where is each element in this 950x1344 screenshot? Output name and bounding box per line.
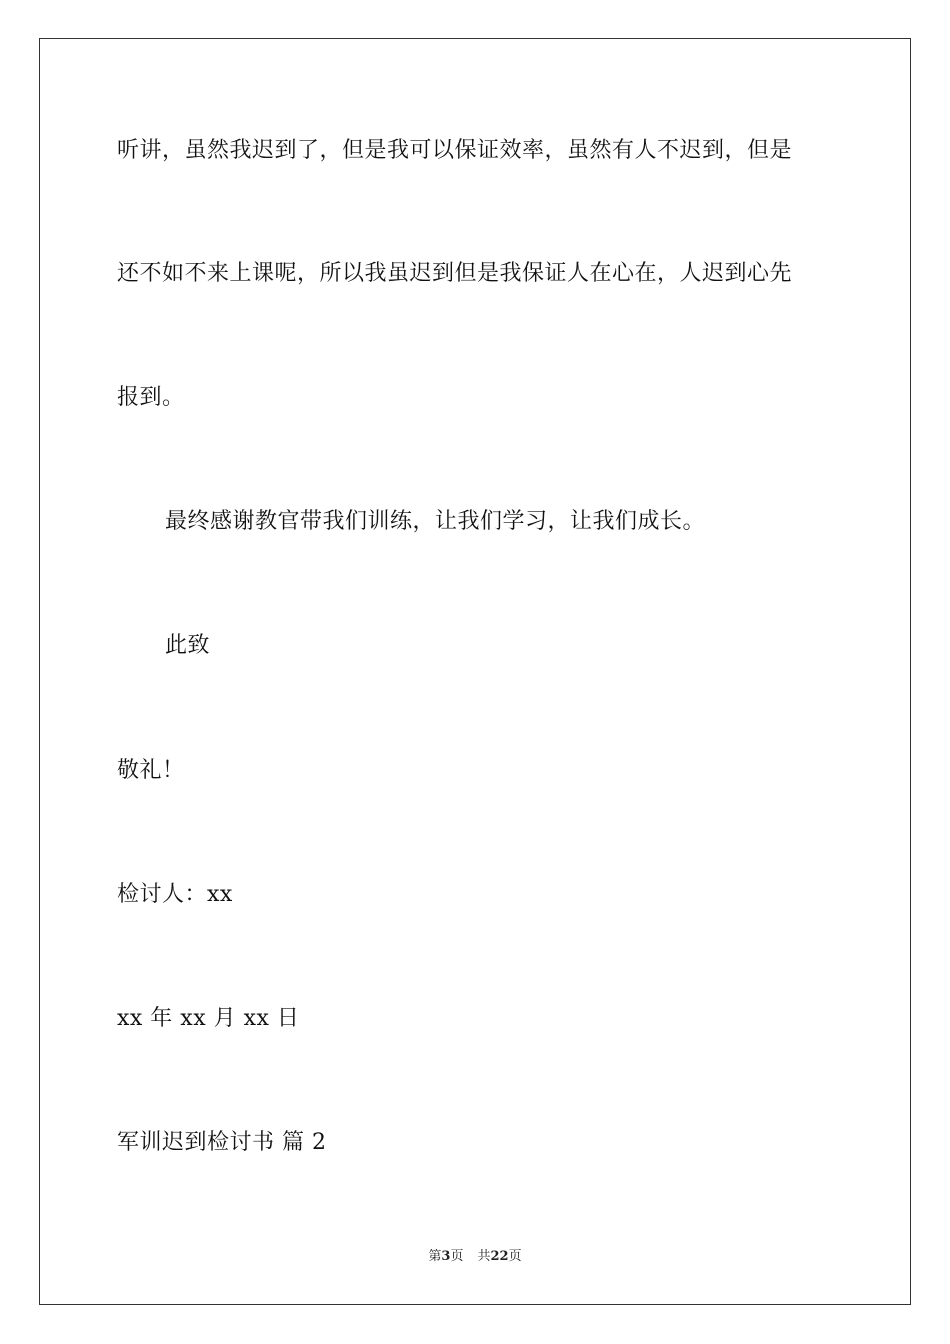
paragraph-line-1: 听讲，虽然我迟到了，但是我可以保证效率，虽然有人不迟到，但是 (117, 138, 793, 163)
date-line: xx 年 xx 月 xx 日 (117, 1006, 300, 1031)
footer-total-suffix: 页 (508, 1249, 522, 1264)
next-section-title: 军训迟到检讨书 篇 2 (117, 1130, 327, 1155)
thanks-line: 最终感谢教官带我们训练，让我们学习，让我们成长。 (165, 509, 706, 534)
footer-page-current: 3 (441, 1249, 451, 1264)
footer-page-prefix: 第 (428, 1249, 442, 1264)
footer-page-total: 22 (490, 1249, 509, 1264)
page-border (39, 38, 911, 1305)
paragraph-line-2: 还不如不来上课呢，所以我虽迟到但是我保证人在心在，人迟到心先 (117, 261, 793, 286)
closing-salutation: 此致 (165, 633, 211, 658)
footer-total-prefix: 共 (477, 1249, 491, 1264)
footer-page-suffix: 页 (450, 1249, 464, 1264)
signature-line: 检讨人：xx (117, 882, 233, 907)
closing-respect: 敬礼！ (117, 758, 185, 783)
page-footer (0, 1248, 950, 1266)
paragraph-line-3: 报到。 (117, 385, 185, 410)
